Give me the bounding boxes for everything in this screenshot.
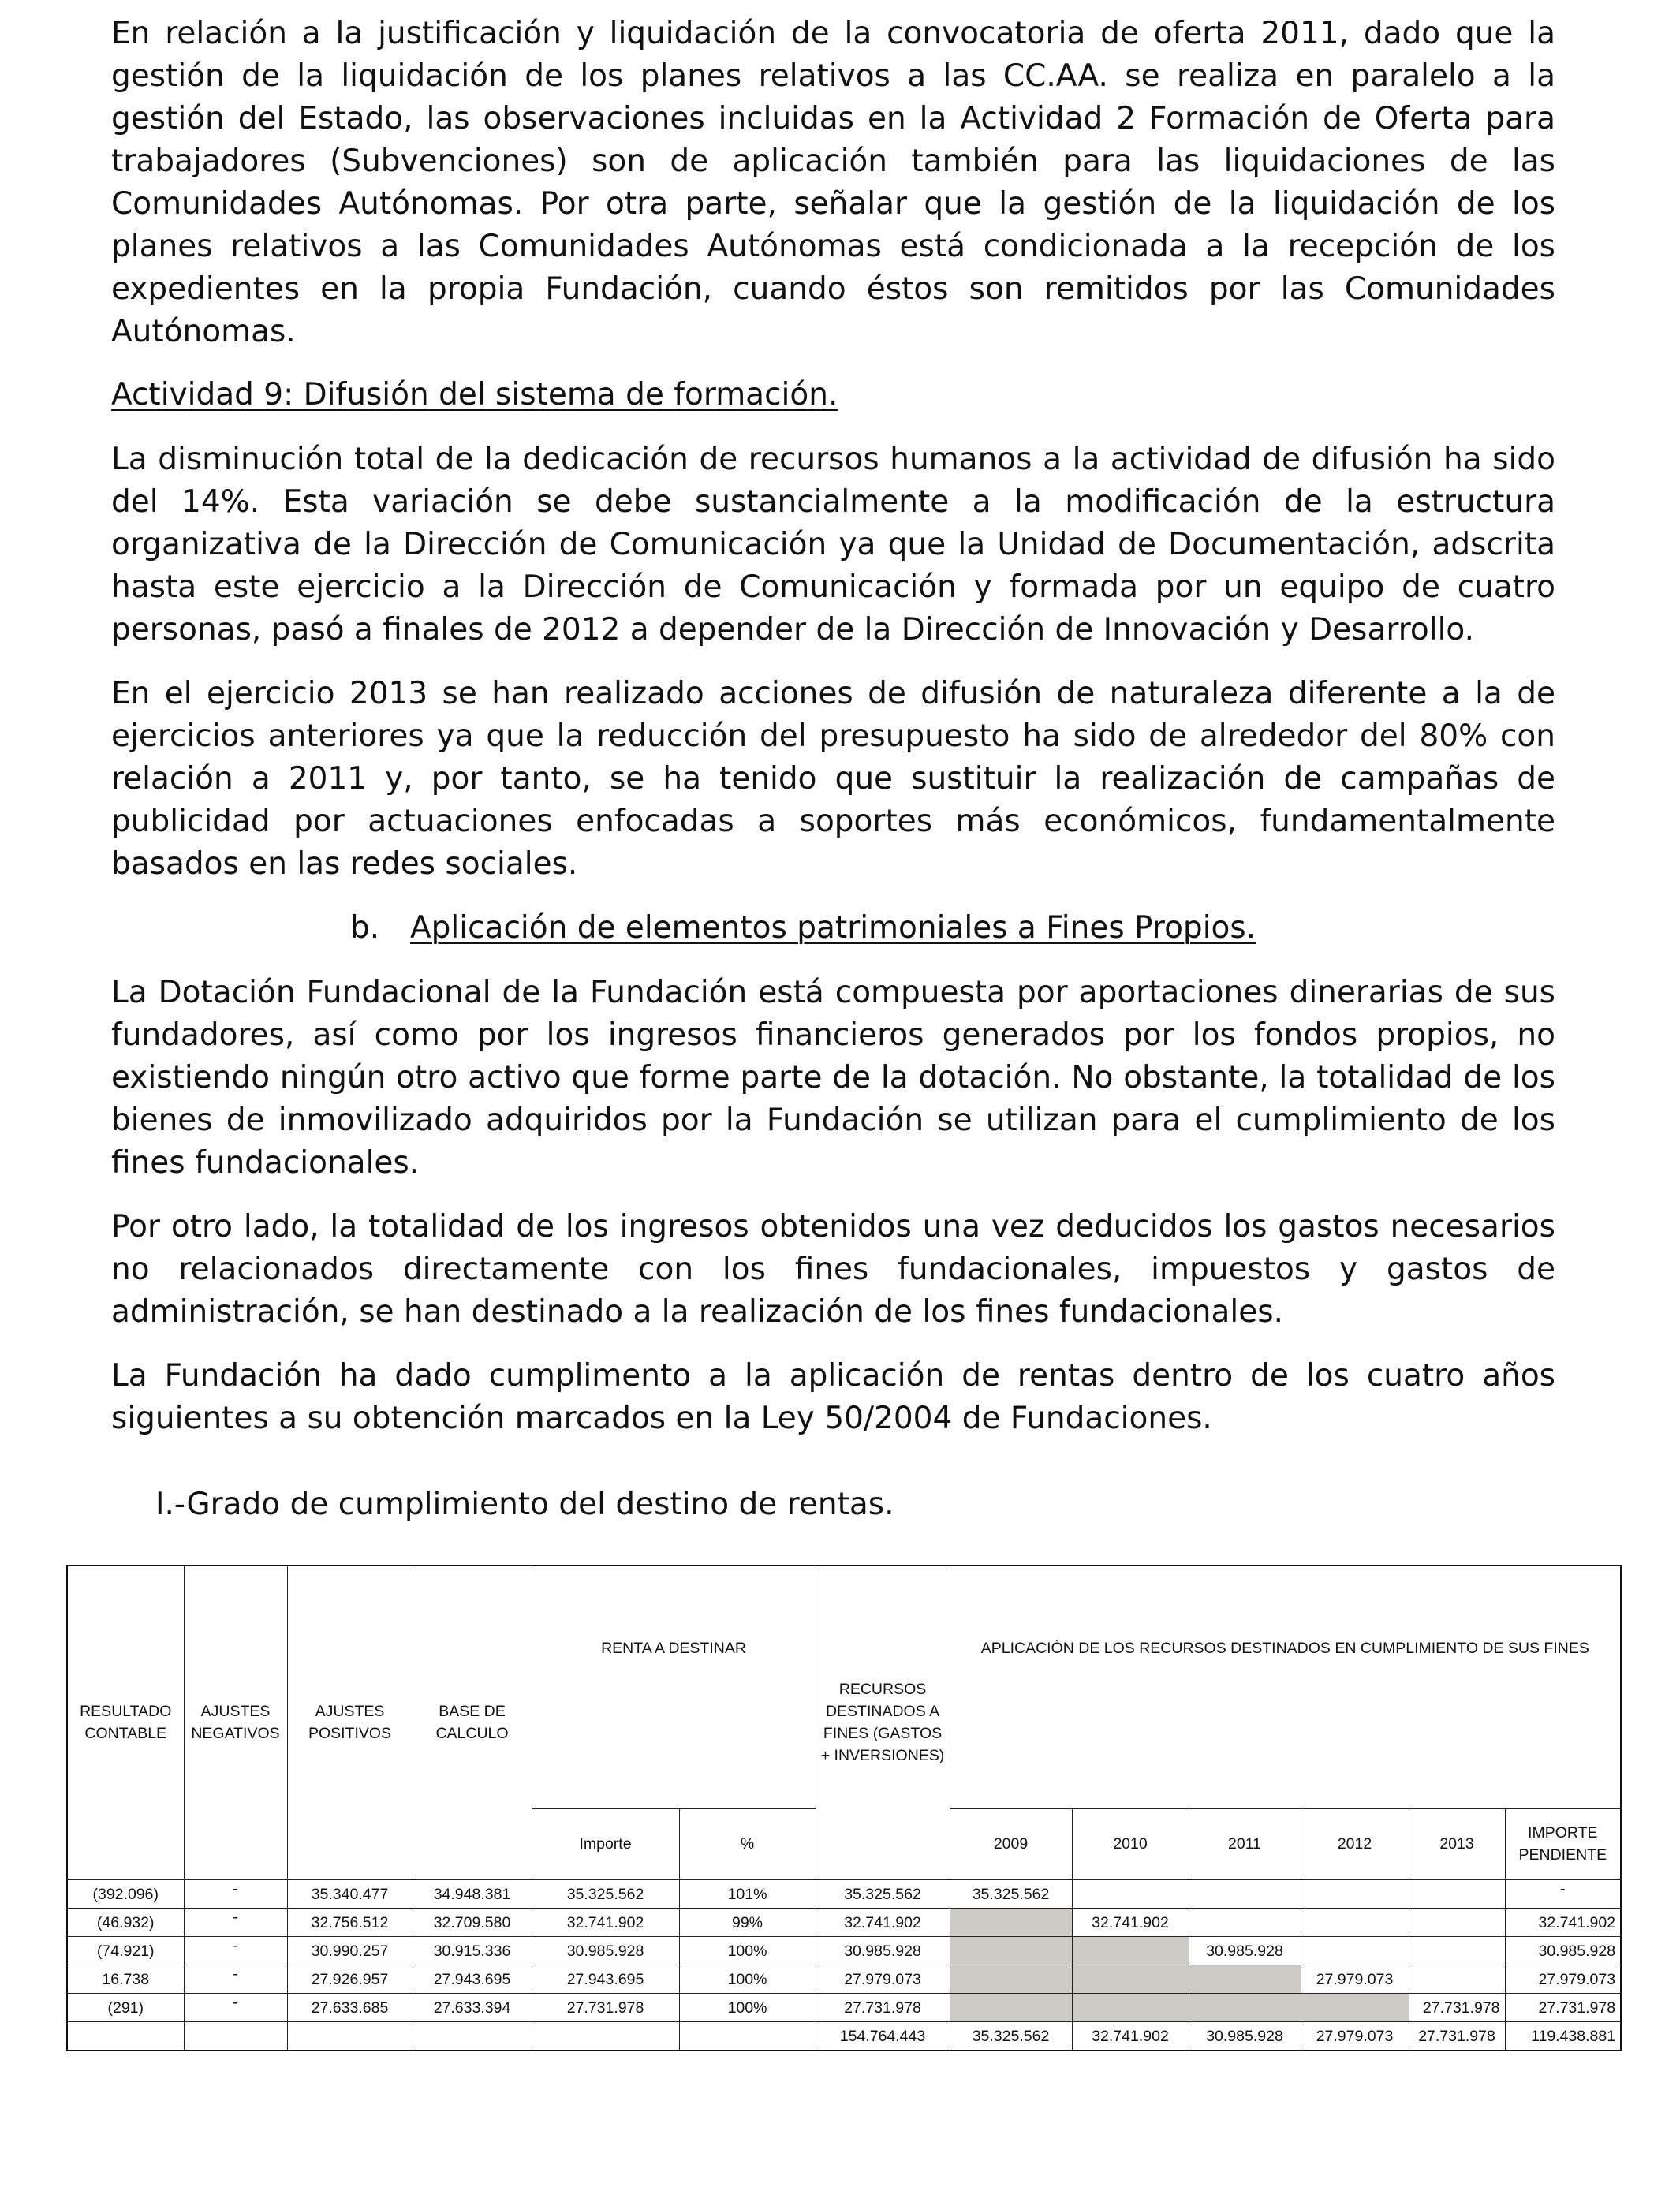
cell-2010: 32.741.902 bbox=[1072, 1909, 1189, 1937]
cell-porcentaje: 101% bbox=[679, 1879, 816, 1909]
cell-porcentaje: 100% bbox=[679, 1937, 816, 1965]
total-2010: 32.741.902 bbox=[1072, 2022, 1189, 2051]
cell-2011 bbox=[1189, 1909, 1301, 1937]
cell-recursos: 35.325.562 bbox=[816, 1879, 950, 1909]
cell-importe-pendiente: 32.741.902 bbox=[1505, 1909, 1621, 1937]
table-row bbox=[67, 1965, 1621, 1994]
table-totals-row bbox=[67, 2022, 1621, 2051]
cell-2009-shaded bbox=[950, 1937, 1072, 1965]
cell-importe-pendiente: 27.731.978 bbox=[1505, 1994, 1621, 2022]
cell-2013 bbox=[1409, 1937, 1505, 1965]
header-importe-pendiente: IMPORTE PENDIENTE bbox=[1505, 1808, 1621, 1879]
cell-importe-pendiente: - bbox=[1505, 1879, 1621, 1909]
paragraph-difusion-2013: En el ejercicio 2013 se han realizado acciones de difusión de naturaleza diferente a la de ejercicios anteriores ya que la reducción del presupuesto ha sido de alrededor del 80% con relación a 2011 y, por tanto, se ha tenido que sustituir la realización de campañas de publicidad por actuaciones enfocadas a soportes más económicos, fundamentalmente basados en las redes sociales. bbox=[111, 676, 1555, 882]
cell-2009-shaded bbox=[950, 1965, 1072, 1994]
paragraph-dotacion: La Dotación Fundacional de la Fundación está compuesta por aportaciones dinerarias de sus fundadores, así como por los ingresos financieros generados por los fondos propios, no existiendo ningún otro activo que forme parte de la dotación. No obstante, la totalidad de los bienes de inmovilizado adquiridos por la Fundación se utilizan para el cumplimiento de los fines fundacionales. bbox=[111, 975, 1555, 1181]
cell-resultado: (291) bbox=[67, 1994, 184, 2022]
cell-recursos: 30.985.928 bbox=[816, 1937, 950, 1965]
cell-empty bbox=[287, 2022, 413, 2051]
heading-section-b-number: b. bbox=[350, 910, 380, 946]
cell-2010-shaded bbox=[1072, 1965, 1189, 1994]
cell-2009-shaded bbox=[950, 1909, 1072, 1937]
heading-actividad-9 bbox=[111, 374, 838, 416]
header-ajustes-negativos: AJUSTES NEGATIVOS bbox=[184, 1565, 287, 1879]
cell-base-calculo: 34.948.381 bbox=[413, 1879, 532, 1909]
cell-2011-shaded bbox=[1189, 1994, 1301, 2022]
heading-section-b bbox=[350, 907, 1256, 950]
cell-empty bbox=[532, 2022, 679, 2051]
cell-2013: 27.731.978 bbox=[1409, 1994, 1505, 2022]
cell-recursos: 27.731.978 bbox=[816, 1994, 950, 2022]
cell-importe: 30.985.928 bbox=[532, 1937, 679, 1965]
cell-2011 bbox=[1189, 1879, 1301, 1909]
cell-ajustes-positivos: 27.633.685 bbox=[287, 1994, 413, 2022]
cell-empty bbox=[679, 2022, 816, 2051]
header-2009: 2009 bbox=[950, 1808, 1072, 1879]
cell-importe: 35.325.562 bbox=[532, 1879, 679, 1909]
header-base-calculo: BASE DE CALCULO bbox=[413, 1565, 532, 1879]
cell-2009: 35.325.562 bbox=[950, 1879, 1072, 1909]
cell-base-calculo: 30.915.336 bbox=[413, 1937, 532, 1965]
header-2011: 2011 bbox=[1189, 1808, 1301, 1879]
table-row bbox=[67, 1909, 1621, 1937]
cell-2012 bbox=[1301, 1879, 1409, 1909]
cell-2011-shaded bbox=[1189, 1965, 1301, 1994]
cell-base-calculo: 27.633.394 bbox=[413, 1994, 532, 2022]
cell-ajustes-negativos: - bbox=[184, 1879, 287, 1909]
cell-importe: 27.943.695 bbox=[532, 1965, 679, 1994]
total-2013: 27.731.978 bbox=[1409, 2022, 1505, 2051]
cell-2012-shaded bbox=[1301, 1994, 1409, 2022]
cell-base-calculo: 27.943.695 bbox=[413, 1965, 532, 1994]
cell-importe: 32.741.902 bbox=[532, 1909, 679, 1937]
cell-porcentaje: 99% bbox=[679, 1909, 816, 1937]
cell-ajustes-negativos: - bbox=[184, 1994, 287, 2022]
cell-resultado: (392.096) bbox=[67, 1879, 184, 1909]
cell-2013 bbox=[1409, 1965, 1505, 1994]
total-2012: 27.979.073 bbox=[1301, 2022, 1409, 2051]
header-recursos-destinados: RECURSOS DESTINADOS A FINES (GASTOS + INVERSIONES) bbox=[816, 1565, 950, 1879]
header-2012: 2012 bbox=[1301, 1808, 1409, 1879]
cell-2010-shaded bbox=[1072, 1937, 1189, 1965]
header-resultado-contable: RESULTADO CONTABLE bbox=[67, 1565, 184, 1879]
cell-resultado: (74.921) bbox=[67, 1937, 184, 1965]
cell-ajustes-positivos: 32.756.512 bbox=[287, 1909, 413, 1937]
table-row bbox=[67, 1879, 1621, 1909]
cell-2010 bbox=[1072, 1879, 1189, 1909]
header-aplicacion-recursos: APLICACIÓN DE LOS RECURSOS DESTINADOS EN CUMPLIMIENTO DE SUS FINES bbox=[950, 1565, 1621, 1808]
cell-base-calculo: 32.709.580 bbox=[413, 1909, 532, 1937]
paragraph-difusion-recursos: La disminución total de la dedicación de recursos humanos a la actividad de difusión ha sido del 14%. Esta variación se debe sustancialmente a la modificación de la estructura organizativa de la Dirección de Comunicación ya que la Unidad de Documentación, adscrita hasta este ejercicio a la Dirección de Comunicación y formada por un equipo de cuatro personas, pasó a finales de 2012 a depender de la Dirección de Innovación y Desarrollo. bbox=[111, 442, 1555, 647]
cell-empty bbox=[184, 2022, 287, 2051]
cell-importe-pendiente: 30.985.928 bbox=[1505, 1937, 1621, 1965]
cell-2012 bbox=[1301, 1937, 1409, 1965]
table-row bbox=[67, 1937, 1621, 1965]
cell-importe: 27.731.978 bbox=[532, 1994, 679, 2022]
cell-resultado: 16.738 bbox=[67, 1965, 184, 1994]
header-ajustes-positivos: AJUSTES POSITIVOS bbox=[287, 1565, 413, 1879]
paragraph-ingresos: Por otro lado, la totalidad de los ingresos obtenidos una vez deducidos los gastos necesarios no relacionados directamente con los fines fundacionales, impuestos y gastos de administración, se han destinado a la realización de los fines fundacionales. bbox=[111, 1209, 1555, 1330]
rentas-table bbox=[66, 1565, 1622, 2051]
header-porcentaje: % bbox=[679, 1808, 816, 1879]
cell-recursos: 32.741.902 bbox=[816, 1909, 950, 1937]
cell-ajustes-positivos: 27.926.957 bbox=[287, 1965, 413, 1994]
cell-ajustes-negativos: - bbox=[184, 1937, 287, 1965]
cell-2012 bbox=[1301, 1909, 1409, 1937]
cell-ajustes-positivos: 30.990.257 bbox=[287, 1937, 413, 1965]
total-recursos: 154.764.443 bbox=[816, 2022, 950, 2051]
heading-grado-cumplimiento: I.-Grado de cumplimiento del destino de rentas. bbox=[155, 1487, 894, 1522]
cell-2010-shaded bbox=[1072, 1994, 1189, 2022]
cell-porcentaje: 100% bbox=[679, 1965, 816, 1994]
header-renta-destinar: RENTA A DESTINAR bbox=[532, 1565, 816, 1808]
heading-section-b-text: Aplicación de elementos patrimoniales a Fines Propios. bbox=[410, 910, 1256, 946]
cell-recursos: 27.979.073 bbox=[816, 1965, 950, 1994]
cell-ajustes-negativos: - bbox=[184, 1909, 287, 1937]
cell-importe-pendiente: 27.979.073 bbox=[1505, 1965, 1621, 1994]
cell-ajustes-positivos: 35.340.477 bbox=[287, 1879, 413, 1909]
paragraph-justificacion: En relación a la justificación y liquidación de la convocatoria de oferta 2011, dado que la gestión de la liquidación de los planes relativos a las CC.AA. se realiza en paralelo a la gestión del Estado, las observaciones incluidas en la Actividad 2 Formación de Oferta para trabajadores (Subvenciones) son de aplicación también para las liquidaciones de las Comunidades Autónomas. Por otra parte, señalar que la gestión de la liquidación de los planes relativos a las Comunidades Autónomas está condicionada a la recepción de los expedientes en la propia Fundación, cuando éstos son remitidos por las Comunidades Autónomas. bbox=[111, 16, 1555, 349]
cell-empty bbox=[67, 2022, 184, 2051]
cell-ajustes-negativos: - bbox=[184, 1965, 287, 1994]
total-2011: 30.985.928 bbox=[1189, 2022, 1301, 2051]
total-importe-pendiente: 119.438.881 bbox=[1505, 2022, 1621, 2051]
header-2010: 2010 bbox=[1072, 1808, 1189, 1879]
cell-2009-shaded bbox=[950, 1994, 1072, 2022]
table-row bbox=[67, 1994, 1621, 2022]
cell-2013 bbox=[1409, 1909, 1505, 1937]
paragraph-cumplimiento: La Fundación ha dado cumplimento a la aplicación de rentas dentro de los cuatro años siguientes a su obtención marcados en la Ley 50/2004 de Fundaciones. bbox=[111, 1358, 1555, 1436]
cell-2011: 30.985.928 bbox=[1189, 1937, 1301, 1965]
cell-empty bbox=[413, 2022, 532, 2051]
cell-porcentaje: 100% bbox=[679, 1994, 816, 2022]
header-importe: Importe bbox=[532, 1808, 679, 1879]
cell-resultado: (46.932) bbox=[67, 1909, 184, 1937]
total-2009: 35.325.562 bbox=[950, 2022, 1072, 2051]
heading-actividad-9-text: Actividad 9: Difusión del sistema de formación. bbox=[111, 377, 838, 412]
cell-2013 bbox=[1409, 1879, 1505, 1909]
header-2013: 2013 bbox=[1409, 1808, 1505, 1879]
cell-2012: 27.979.073 bbox=[1301, 1965, 1409, 1994]
